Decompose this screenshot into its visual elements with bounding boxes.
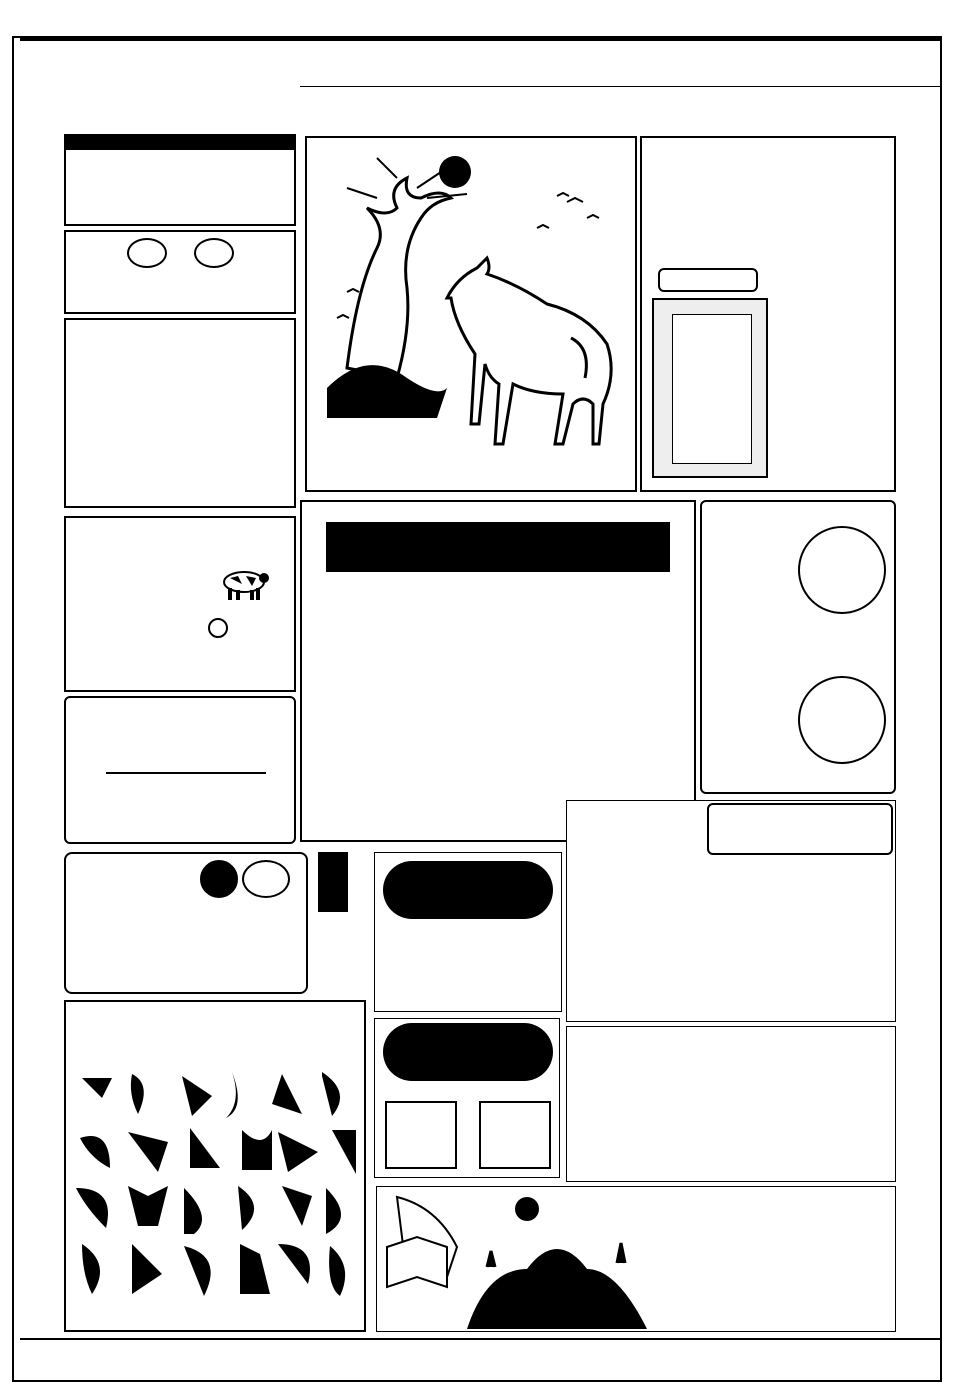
badge-ling <box>200 860 238 898</box>
header <box>20 42 940 92</box>
gambler-label <box>318 852 348 912</box>
total-box <box>374 852 562 1012</box>
computer-title <box>326 522 670 572</box>
cold-number <box>194 238 234 268</box>
contribution-box <box>64 696 296 844</box>
hot-cold-box <box>64 230 296 314</box>
liuhe-panel <box>640 136 896 492</box>
riddle-box <box>376 1186 896 1332</box>
horse-illustration <box>307 138 635 490</box>
lucky-box <box>64 516 296 692</box>
special-open-v1 <box>385 1101 457 1169</box>
total-label <box>383 861 553 919</box>
zodiac-puzzle-grid <box>72 1068 362 1328</box>
right-border-strip <box>912 122 936 1342</box>
special-open-v2 <box>479 1101 551 1169</box>
red-ball-icon <box>208 618 228 638</box>
gambler-side-box <box>318 852 362 994</box>
appearance-box <box>700 500 896 794</box>
appear-big-2 <box>798 676 886 764</box>
shout-box <box>566 800 896 1022</box>
riddle-illustration <box>377 1187 649 1329</box>
seek-code-badge <box>658 268 758 292</box>
trend-table-title <box>66 136 294 150</box>
scroll-painting <box>652 298 768 478</box>
special-open-label <box>383 1023 553 1081</box>
computer-analysis-box <box>300 500 696 842</box>
hot-number <box>127 238 167 268</box>
appear-big-1 <box>798 526 886 614</box>
header-underline <box>300 86 940 87</box>
top-border-strip <box>28 97 908 119</box>
top-rule <box>20 38 940 41</box>
cow-icon <box>216 564 272 602</box>
puzzle-box <box>64 1000 366 1332</box>
odd-even-box <box>566 1026 896 1182</box>
shout-title-box <box>707 803 893 855</box>
special-open-box <box>374 1018 560 1178</box>
scroll-text <box>672 314 752 464</box>
mystery-box <box>64 852 308 994</box>
trend-table-box <box>64 134 296 226</box>
special-code-box <box>64 318 296 508</box>
footer-rule <box>20 1338 940 1340</box>
contribution-wave-line <box>106 772 266 774</box>
badge-qi <box>242 860 290 898</box>
horse-painting <box>305 136 637 492</box>
left-border-strip <box>26 122 50 1342</box>
